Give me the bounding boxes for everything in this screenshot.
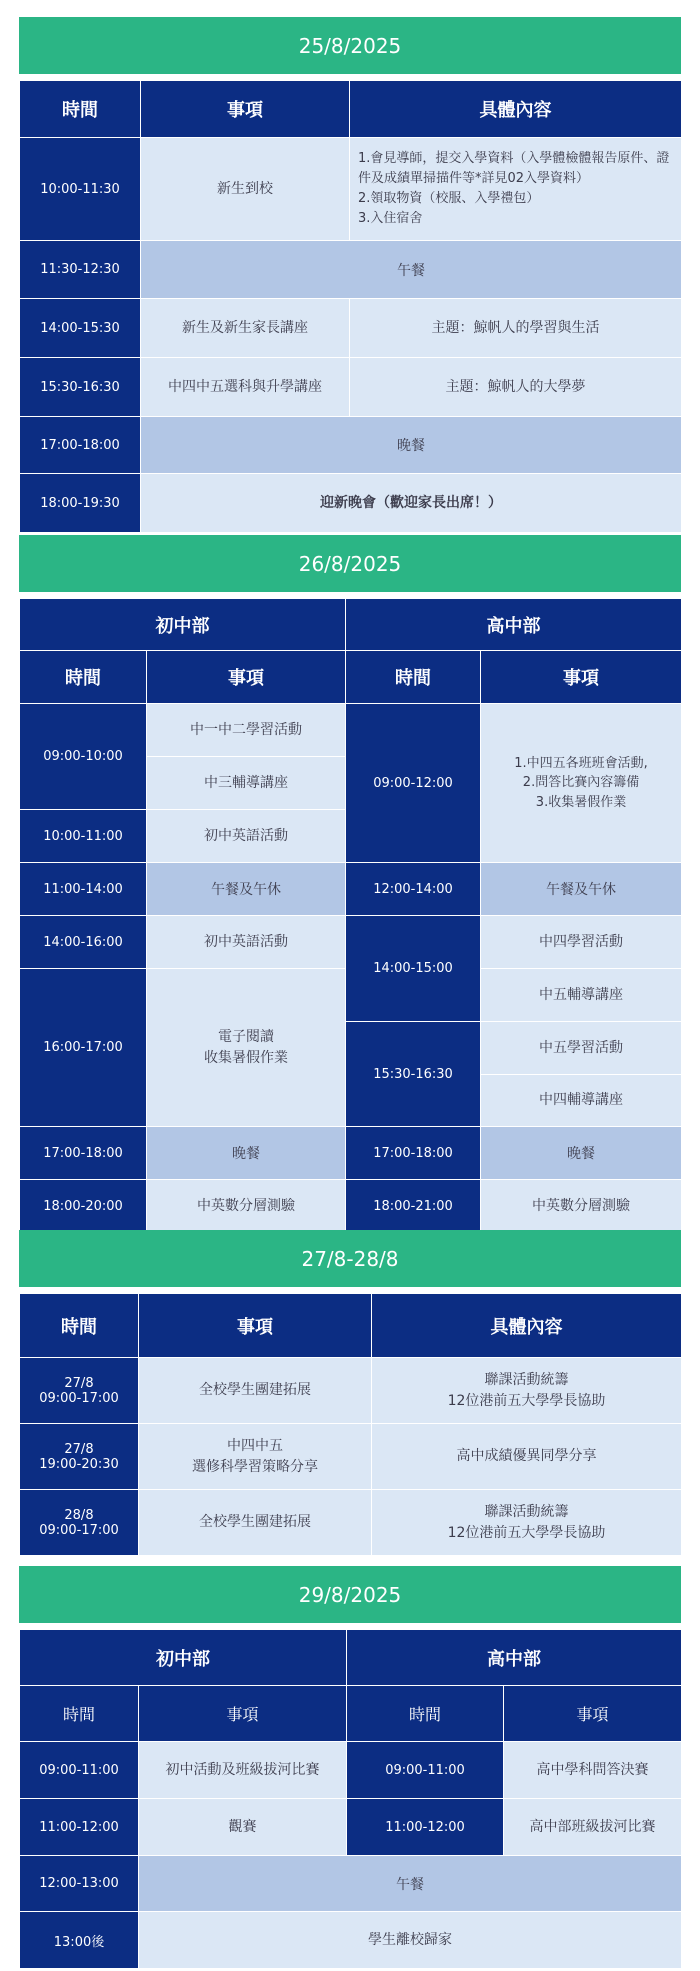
day2-section (19, 535, 681, 1233)
item-cell: 中一中二學習活動 (147, 704, 346, 757)
time-cell: 17:00-18:00 (346, 1127, 481, 1180)
table-row (20, 1912, 682, 1969)
time-cell: 15:30-16:30 (20, 358, 141, 417)
day3-table (19, 1293, 682, 1556)
time-cell: 17:00-18:00 (20, 1127, 147, 1180)
table-row (20, 358, 682, 417)
date-line: 27/8 (64, 1375, 94, 1391)
day3-date-banner: 27/8-28/8 (19, 1230, 681, 1287)
item-cell: 中三輔導講座 (147, 757, 346, 810)
item-cell: 中五學習活動 (481, 1022, 682, 1075)
detail-cell (372, 1358, 682, 1424)
header-time: 時間 (20, 1294, 139, 1358)
table-row (20, 863, 682, 916)
time-line: 09:00-17:00 (39, 1522, 119, 1538)
table-row (20, 241, 682, 299)
table-row (20, 1856, 682, 1912)
day1-section (19, 17, 681, 533)
day2-table (19, 598, 682, 1233)
time-cell (20, 1490, 139, 1556)
day4-table (19, 1629, 682, 1969)
meal-cell: 午餐及午休 (481, 863, 682, 916)
item-cell: 初中英語活動 (147, 810, 346, 863)
item-cell: 觀賽 (139, 1799, 347, 1856)
date-line: 28/8 (64, 1507, 94, 1523)
item-cell: 新生及新生家長講座 (141, 299, 350, 358)
item-cell: 高中部班級拔河比賽 (504, 1799, 682, 1856)
table-row (20, 138, 682, 241)
time-cell: 11:00-12:00 (20, 1799, 139, 1856)
table-row (20, 1799, 682, 1856)
table-row (20, 1358, 682, 1424)
time-cell: 16:00-17:00 (20, 969, 147, 1127)
table-row (20, 417, 682, 474)
time-cell: 09:00-12:00 (346, 704, 481, 863)
senior-header: 高中部 (346, 599, 682, 651)
junior-header: 初中部 (20, 1630, 347, 1686)
header-item: 事項 (481, 651, 682, 704)
item-cell: 全校學生團建拓展 (139, 1358, 372, 1424)
header-item: 事項 (141, 81, 350, 138)
event-cell: 迎新晚會（歡迎家長出席！） (141, 474, 682, 533)
item-line: 1.中四五各班班會活動, (514, 755, 648, 771)
header-time: 時間 (20, 81, 141, 138)
time-line: 19:00-20:30 (39, 1456, 119, 1472)
item-cell (139, 1424, 372, 1490)
detail-cell (372, 1490, 682, 1556)
time-cell: 14:00-15:00 (346, 916, 481, 1022)
detail-cell: 主題：鯨帆人的大學夢 (350, 358, 682, 417)
time-line: 09:00-17:00 (39, 1390, 119, 1406)
detail-cell: 主題：鯨帆人的學習與生活 (350, 299, 682, 358)
item-cell: 新生到校 (141, 138, 350, 241)
table-row (20, 704, 682, 757)
table-row (20, 1180, 682, 1233)
header-time: 時間 (20, 651, 147, 704)
item-cell: 初中英語活動 (147, 916, 346, 969)
junior-header: 初中部 (20, 599, 346, 651)
table-row (20, 1742, 682, 1799)
item-line: 中四中五 (227, 1437, 283, 1454)
header-detail: 具體內容 (372, 1294, 682, 1358)
senior-header: 高中部 (347, 1630, 682, 1686)
time-cell: 17:00-18:00 (20, 417, 141, 474)
table-row (20, 916, 682, 969)
time-cell: 14:00-15:30 (20, 299, 141, 358)
detail-line: 聯課活動統籌 (484, 1371, 569, 1388)
meal-cell: 晚餐 (147, 1127, 346, 1180)
detail-line: 2.領取物資（校服、入學禮包） (358, 191, 540, 206)
meal-cell: 晚餐 (141, 417, 682, 474)
header-item: 事項 (147, 651, 346, 704)
table-row (20, 1490, 682, 1556)
item-line: 2.問答比賽內容籌備 (522, 775, 640, 791)
time-cell: 18:00-20:00 (20, 1180, 147, 1233)
item-line: 收集暑假作業 (204, 1049, 288, 1066)
meal-cell: 午餐 (139, 1856, 682, 1912)
day4-date-banner: 29/8/2025 (19, 1566, 681, 1623)
item-line: 電子閱讀 (218, 1028, 274, 1045)
detail-line: 聯課活動統籌 (484, 1503, 569, 1520)
time-cell: 10:00-11:00 (20, 810, 147, 863)
header-time: 時間 (20, 1686, 139, 1742)
time-cell: 09:00-11:00 (20, 1742, 139, 1799)
meal-cell: 午餐及午休 (147, 863, 346, 916)
time-cell: 11:00-12:00 (347, 1799, 504, 1856)
day2-date-banner: 26/8/2025 (19, 535, 681, 592)
time-cell: 12:00-13:00 (20, 1856, 139, 1912)
detail-line: 3.入住宿舍 (358, 211, 423, 227)
meal-cell: 晚餐 (481, 1127, 682, 1180)
day1-table (19, 80, 682, 533)
item-cell (481, 704, 682, 863)
time-cell: 15:30-16:30 (346, 1022, 481, 1127)
time-cell: 13:00後 (20, 1912, 139, 1969)
time-cell: 09:00-11:00 (347, 1742, 504, 1799)
time-cell (20, 1424, 139, 1490)
item-cell: 中五輔導講座 (481, 969, 682, 1022)
header-item: 事項 (139, 1686, 347, 1742)
time-cell: 11:00-14:00 (20, 863, 147, 916)
meal-cell: 午餐 (141, 241, 682, 299)
header-item: 事項 (139, 1294, 372, 1358)
time-cell: 12:00-14:00 (346, 863, 481, 916)
day1-date-banner: 25/8/2025 (19, 17, 681, 74)
header-time: 時間 (346, 651, 481, 704)
item-cell: 初中活動及班級拔河比賽 (139, 1742, 347, 1799)
time-cell: 18:00-19:30 (20, 474, 141, 533)
day4-section (19, 1566, 681, 1969)
item-cell: 中英數分層測驗 (147, 1180, 346, 1233)
item-line: 3.收集暑假作業 (535, 794, 627, 810)
item-cell: 中四輔導講座 (481, 1075, 682, 1127)
item-cell: 全校學生團建拓展 (139, 1490, 372, 1556)
time-cell: 14:00-16:00 (20, 916, 147, 969)
detail-cell (350, 138, 682, 241)
table-row (20, 1127, 682, 1180)
time-cell: 09:00-10:00 (20, 704, 147, 810)
item-line: 選修科學習策略分享 (192, 1458, 318, 1475)
item-cell: 中四學習活動 (481, 916, 682, 969)
header-item: 事項 (504, 1686, 682, 1742)
item-cell: 中英數分層測驗 (481, 1180, 682, 1233)
detail-line: 1.會見導師，提交入學資料（入學體檢體報告原件、證件及成績單掃描件等*詳見02入學資料） (358, 150, 670, 186)
item-cell: 中四中五選科與升學講座 (141, 358, 350, 417)
table-row (20, 1424, 682, 1490)
header-time: 時間 (347, 1686, 504, 1742)
item-cell: 高中學科問答決賽 (504, 1742, 682, 1799)
detail-line: 12位港前五大學學長協助 (447, 1524, 606, 1541)
table-row (20, 474, 682, 533)
time-cell: 11:30-12:30 (20, 241, 141, 299)
date-line: 27/8 (64, 1441, 94, 1457)
detail-line: 12位港前五大學學長協助 (447, 1392, 606, 1409)
item-cell (147, 969, 346, 1127)
time-cell (20, 1358, 139, 1424)
header-detail: 具體內容 (350, 81, 682, 138)
time-cell: 18:00-21:00 (346, 1180, 481, 1233)
day3-section (19, 1230, 681, 1556)
detail-cell: 高中成績優異同學分享 (372, 1424, 682, 1490)
time-cell: 10:00-11:30 (20, 138, 141, 241)
event-cell: 學生離校歸家 (139, 1912, 682, 1969)
table-row (20, 299, 682, 358)
